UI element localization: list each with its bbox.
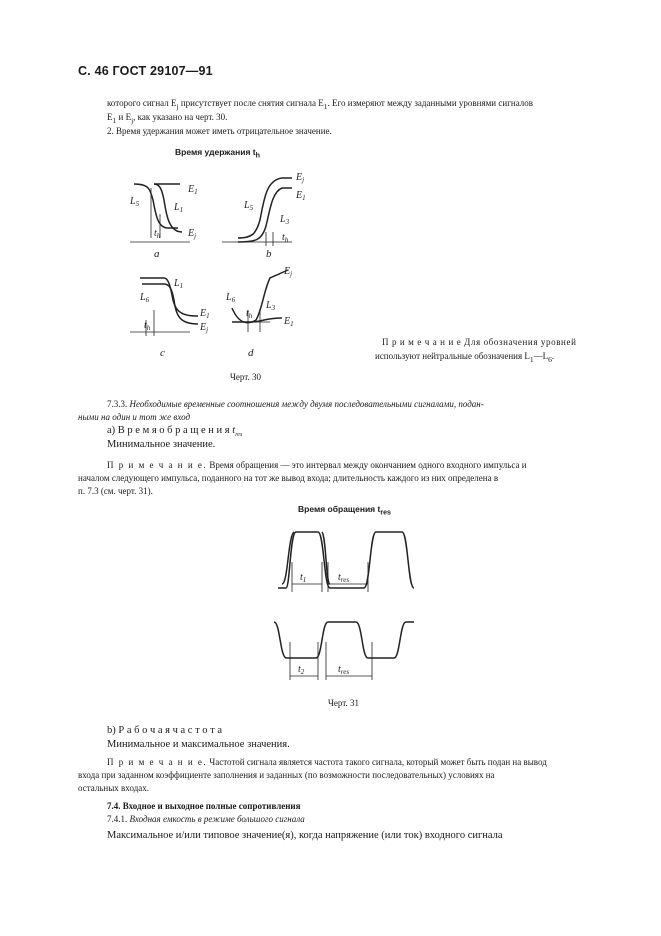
fig31-title: Время обращения $t_{res}$: [298, 504, 391, 517]
fig31-tres-label-bottom: $t_{res}$: [338, 664, 350, 676]
fig30-diagram: [120, 160, 320, 365]
svg-text:L1: $L_1$: [174, 202, 184, 214]
fig31-caption: Черт. 31: [328, 698, 359, 708]
svg-text:th: $t_h$: [246, 308, 253, 320]
svg-text:th: $t_h$: [154, 228, 161, 240]
note-b-line-1: П р и м е ч а н и е. Частотой сигнала является частота такого сигнала, который может быть подан на вывод: [107, 757, 547, 767]
svg-text:L3: $L_3$: [280, 214, 290, 226]
svg-text:Ej: $E_j$: [188, 228, 197, 240]
svg-text:Ej: $E_j$: [284, 266, 293, 278]
svg-text:L6: $L_6$: [226, 292, 236, 304]
section-741-title: 7.4.1. Входная емкость в режиме большого сигнала: [107, 814, 305, 824]
fig31-diagram: [268, 518, 428, 690]
fig30-caption: Черт. 30: [230, 372, 261, 382]
svg-text:L1: $L_1$: [174, 278, 184, 290]
svg-text:E1: $E_1$: [188, 184, 198, 196]
section-733-title-1: 7.3.3. Необходимые временные соотношения между двумя последовательными сигналами, подан-: [107, 399, 484, 409]
fig31-pulse-train-bottom: [274, 622, 414, 658]
fig30-note-line-1: П р и м е ч а н и е Для обозначения уровней: [382, 337, 577, 347]
section-741-body: Максимальное и/или типовое значение(я), когда напряжение (или ток) входного сигнала: [107, 830, 503, 841]
section-74-title: 7.4. Входное и выходное полные сопротивления: [107, 801, 301, 811]
item-b-label: b) Р а б о ч а я ч а с т о т а: [107, 725, 223, 736]
fig30c-curve2: [142, 284, 198, 324]
fig31-tres-label-top: $t_{res}$: [338, 572, 350, 584]
svg-text:L6: $L_6$: [140, 292, 150, 304]
note-733-line-1: П р и м е ч а н и е. Время обращения — это интервал между окончанием одного входного импульса и: [107, 460, 527, 470]
svg-text:d: d: [248, 347, 254, 359]
note-b-line-3: остальных входах.: [78, 783, 150, 793]
svg-text:th: $t_h$: [144, 320, 151, 332]
svg-text:Ej: $E_j$: [296, 172, 305, 184]
svg-text:E1: $E_1$: [296, 190, 306, 202]
note-b-line-2: входа при заданном коэффициенте заполнения и заданных (по возможности последовательных) условиях на: [78, 770, 495, 780]
note-733-line-2: началом следующего импульса, поданного на тот же вывод входа; длительность каждого из них определена в: [78, 473, 499, 483]
fig31-t1-label: $t_1$: [300, 572, 307, 584]
svg-text:L5: $L_5$: [130, 196, 140, 208]
item-b-value: Минимальное и максимальное значения.: [107, 739, 290, 750]
section-733-title-2: ными на один и тот же вход: [78, 412, 191, 422]
intro-line-1: которого сигнал $E_j$ присутствует после снятия сигнала $E_1$. Его измеряют между заданными уровнями сигналов: [107, 98, 534, 111]
svg-text:E1: $E_1$: [200, 308, 210, 320]
svg-text:L3: $L_3$: [266, 300, 276, 312]
svg-text:c: c: [160, 347, 165, 359]
fig30a-e1-curve: [134, 184, 178, 228]
svg-text:Ej: $E_j$: [200, 322, 209, 334]
fig30-note-line-2: используют нейтральные обозначения $L_1—L_6$.: [375, 351, 555, 364]
svg-text:a: a: [154, 248, 160, 260]
fig31-t2-label: $t_2$: [298, 664, 305, 676]
intro-note-2: 2. Время удержания может иметь отрицательное значение.: [107, 126, 332, 136]
fig30-title: Время удержания $t_h$: [175, 147, 260, 160]
svg-text:b: b: [266, 248, 272, 260]
svg-text:E1: $E_1$: [284, 316, 294, 328]
page-header: С. 46 ГОСТ 29107—91: [78, 64, 213, 78]
item-a-label: а) В р е м я о б р а щ е н и я $t_{res}$: [107, 425, 243, 439]
svg-text:L5: $L_5$: [244, 200, 254, 212]
intro-line-2: $E_1$ и $E_j$, как указано на черт. 30.: [107, 112, 228, 125]
item-a-value: Минимальное значение.: [107, 439, 216, 450]
note-733-line-3: п. 7.3 (см. черт. 31).: [78, 486, 153, 496]
svg-text:th: $t_h$: [282, 232, 289, 244]
